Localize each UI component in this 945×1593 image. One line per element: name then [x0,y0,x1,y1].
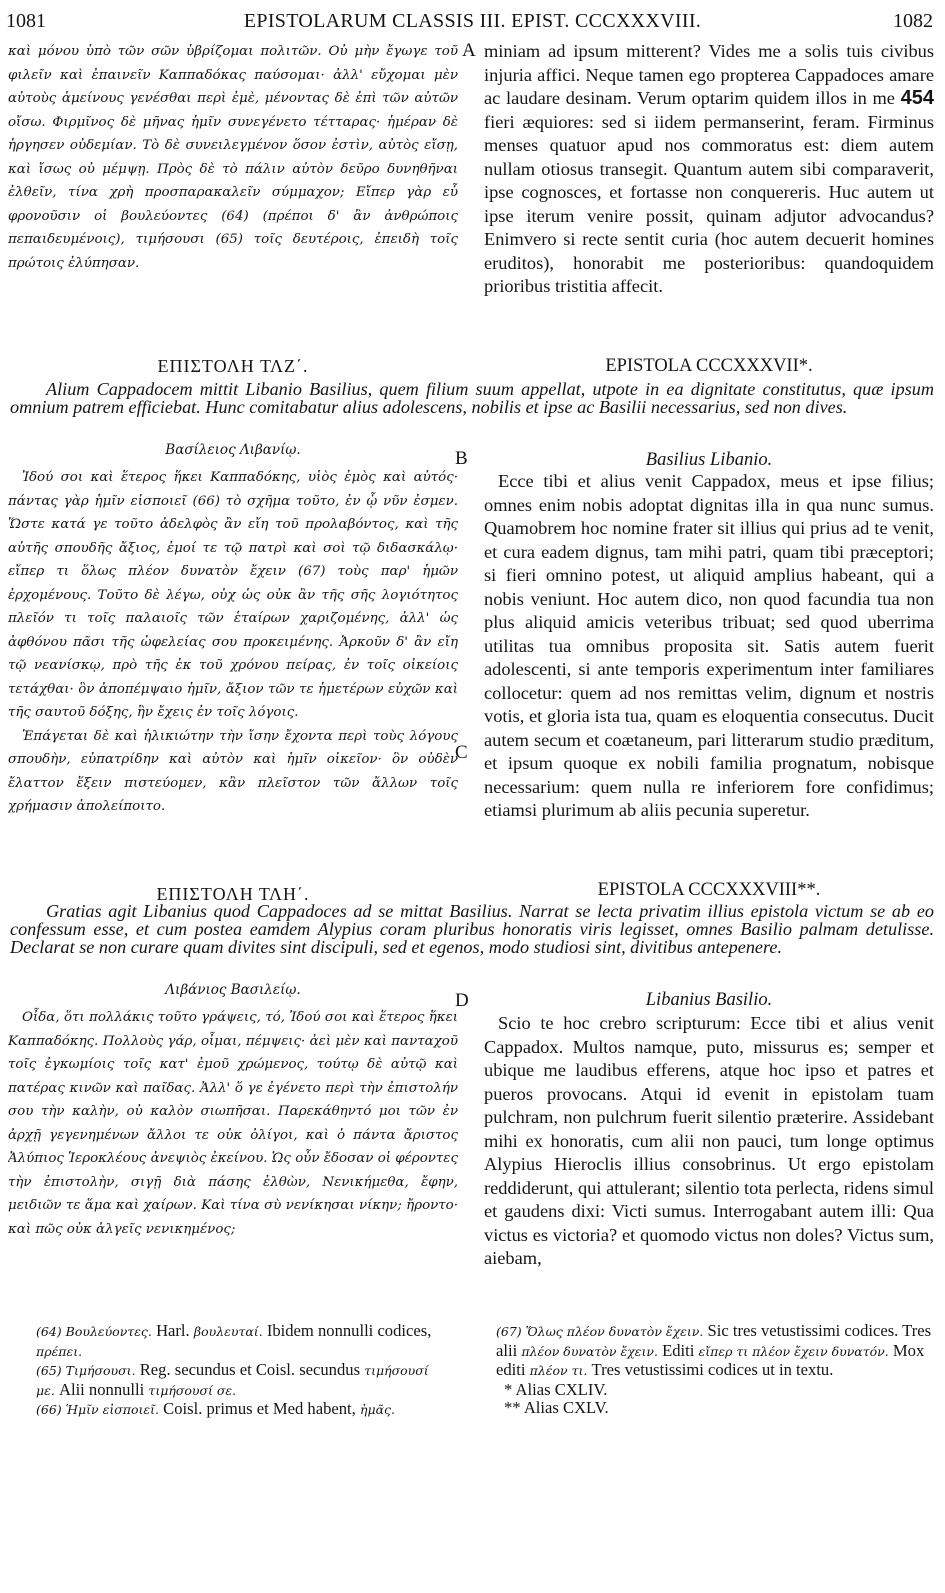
latin-paragraph: Ecce tibi et alius venit Cappadox, meus et ipse filius; omnes enim nobis adoptat dignitas illa in qua nunc sumus. Quamobrem hoc nomine frater sit illius qui prius ad te venit, et cura eadem dignus, tam mihi patri, quam tibi præceptori; si fieri omnino potest, ut aliquid amplius habeant, qui a nobis veniunt. Hoc autem dico, non quod facundia tua non plus aliquid amicis veteribus tribuat; sed quod uberrima utilitas tua omnibus proposita sit. Satis autem fuerit adolescenti, si ante temporis experimentum inter familiares collocetur: quem ad nos remittas velim, dignum et nostris votis, et gloria ista tua, quam es eloquentia consecutus. Ducit autem secum et coætaneum, pari litterarum studio præditum, et ipsum quoque ex nobili familia prognatum, nobisque necessarium: quem nulla re inferiorem fore confidimus; etiamsi plurimum ab aliis pecunia superetur. [484,471,934,820]
latin-text-part: miniam ad ipsum mitterent? Vides me a solis tuis civibus injuria affici. Neque tamen ego propterea Cappadoces amare ac laudare desinam. Verum optarim quidem illos in me [484,41,934,108]
latin-text-continuation [484,40,934,350]
page-number-left: 1081 [6,10,46,32]
footnote-alias: ** Alias CXLV. [504,1398,609,1417]
margin-mark-a: A [462,40,476,61]
greek-salutation: Λιβάνιος Βασιλείῳ. [165,982,301,998]
footnote: (66) Ἡμῖν εἰσποιεῖ. Coisl. primus et Med habent, ἡμᾶς. [36,1399,395,1418]
greek-letter-body [8,1006,458,1308]
page-marker: 454 [900,87,934,109]
running-header [0,10,945,36]
letter-argument [10,380,934,438]
latin-salutation: Basilius Libanio. [645,450,773,470]
latin-text-part: fieri æquiores: sed si iidem permanserint, feram. Firminus menses quatuor apud nos commoratus est: diem autem nullam otiosus transegit. Quantum autem sibi comparaverit, ipse cognosces, et fortasse non conquereris. Huc autem ut ipse iterum venire possit, quinam adjutor advocandus? Enimvero si recte sentit curia (hoc autem decuerit homines eruditos), honorabit me posterioribus: quandoquidem prioribus tristitia affecit. [484,111,934,296]
letter-argument [10,902,934,978]
greek-letter-body [8,466,458,866]
latin-letter-title: EPISTOLA CCCXXXVII*. [605,356,813,376]
latin-salutation: Libanius Basilio. [645,990,773,1010]
greek-paragraph: καὶ μόνου ὑπὸ τῶν σῶν ὑβρίζομαι πολιτῶν. Οὐ μὴν ἔγωγε τοῦ φιλεῖν καὶ ἐπαινεῖν Καππαδόκας παύσομαι· ἀλλ' εὔχομαι μὲν αὐτοὺς ἀμείνους γενέσθαι περὶ ἐμὲ, μένοντας δὲ ἐπὶ τῶν αὐτῶν οἴσω. Φιρμῖνος δὲ μῆνας ἡμῖν συνεγένετο τέτταρας· ἡμέραν δὲ ἠργησεν οὐδεμίαν. Τὸ δὲ συνειλεγμένον ὅσον ἐστὶν, αὐτὸς εἴσῃ, καὶ ἴσως οὐ μέμψῃ. Πρὸς δὲ τὸ πάλιν αὐτὸν δεῦρο δυνηθῆναι ἐλθεῖν, τίνα χρὴ προσπαρακαλεῖν σύμμαχον; Εἴπερ γὰρ εὖ φρονοῦσιν οἱ βουλεύοντες (64) (πρέποι δ' ἂν ἀνθρώποις πεπαιδευμένοις), τιμήσουσι (65) τοῖς δευτέροις, ἐπειδὴ τοῖς πρώτοις ἐλύπησαν. [8,44,458,271]
argument-text: Alium Cappadocem mittit Libanio Basilius, quem filium suum appellat, utpote in ea dignitate constitutus, quæ ipsum omnium patrem efficiebat. Hunc comitabatur alius adolescens, nobilis et ipse ac Basilii necessarius, sed non dives. [10,379,934,417]
footnote: (65) Τιμήσουσι. Reg. secundus et Coisl. secundus τιμήσουσί με. Alii nonnulli τιμήσουσί σε. [36,1360,429,1399]
page-number-right: 1082 [893,10,933,32]
footnote: (64) Βουλεύοντες. Harl. βουλευταί. Ibidem nonnulli codices, πρέπει. [36,1321,432,1359]
greek-paragraph: Οἶδα, ὅτι πολλάκις τοῦτο γράψεις, τό, Ἰδού σοι καὶ ἕτερος ἥκει Καππαδόκης. Πολλοὺς γάρ, οἶμαι, πέμψεις· ἀεὶ μὲν καὶ πανταχοῦ τοῖς ἐγκωμίοις τοῖς κατ' ἐμοῦ χρώμενος, τούτῳ δὲ αὐτῷ καὶ πατέρας κινῶν καὶ παῖδας. Ἀλλ' ὅ γε ἐγένετο περὶ τὴν ἐπιστολήν σου τὴν καλὴν, οὐ καλὸν σιωπῆσαι. Παρεκάθηντό μοι τῶν ἐν ἀρχῇ γεγενημένων ἄλλοι τε οὐκ ὀλίγοι, καὶ ὁ πάντα ἄριστος Ἀλύπιος Ἱεροκλέους ἀνεψιὸς ἐκείνου. Ὡς οὖν ἔδοσαν οἱ φέροντες τὴν ἐπιστολὴν, σιγῇ διὰ πάσης ἐλθὼν, Νενικήμεθα, ἔφην, μειδιῶν τε ἅμα καὶ χαίρων. Καὶ τίνα σὺ νενίκησαι νίκην; ἤροντο· καὶ πῶς οὐκ ἀλγεῖς νενικημένος; [8,1010,458,1237]
greek-paragraph: Ἐπάγεται δὲ καὶ ἡλικιώτην τὴν ἴσην ἔχοντα περὶ τοὺς λόγους σπουδὴν, εὐπατρίδην καὶ αὐτὸν καὶ ἡμῖν οἰκεῖον· ὃν οὐδὲν ἔλαττον ἕξειν πιστεύομεν, κἂν πλεῖστον τῶν ἄλλων τοῖς χρήμασιν ἀπολείποιτο. [8,728,458,814]
argument-text: Gratias agit Libanius quod Cappadoces ad se mittat Basilius. Narrat se lecta privatim illius epistola victum se ab eo confessum esse, et cum postea eamdem Alypius coram pluribus honoratis viris legisset, omnes Basilio palmam detulisse. Declarat se non curare quam divites sint discipuli, sed et egenos, modo studiosi sint, divitibus antepenere. [10,901,934,957]
latin-paragraph [484,40,934,299]
greek-text-continuation [8,40,458,330]
margin-mark-c: C [455,742,468,763]
latin-paragraph: Scio te hoc crebro scripturum: Ecce tibi et alius venit Cappadox. Multos namque, puto, missurus es; semper et ubique me laudibus efferens, atque hoc ipso et patres et pueros provocans. Atqui id evenit in epistolam tuam pulchram, non pulchrum fuerit silentio præterire. Assidebant mihi ex honoratis, cum alii non pauci, tum longe optimus Alypius Hieroclis illius consobrinus. Ut ergo epistolam reddiderunt, qui attulerant; silentio tota perlecta, ridens simul et gaudens dixi: Victi sumus. Interrogabant autem illi: Qua victus es victoria? et quomodo victus non doles? Victus sum, aiebam, [484,1013,934,1268]
latin-letter-body [484,470,934,882]
footnote-alias: * Alias CXLIV. [504,1379,608,1399]
margin-mark-d: D [455,990,469,1011]
footnotes-left [36,1322,440,1420]
greek-salutation: Βασίλειος Λιβανίῳ. [165,442,301,458]
latin-letter-title: EPISTOLA CCCXXXVIII**. [597,880,821,900]
greek-letter-title: ΕΠΙΣΤΟΛΗ ΤΛΗ΄. [156,884,310,904]
footnote: (67) Ὅλως πλέον δυνατὸν ἔχειν. Sic tres vetustissimi codices. Tres alii πλέον δυνατὸν ἔχειν. Editi εἴπερ τι πλέον ἔχειν δυνατόν. Mox editi πλέον τι. Tres vetustissimi codices ut in textu. [496,1321,932,1379]
greek-paragraph: Ἰδού σοι καὶ ἕτερος ἥκει Καππαδόκης, υἱὸς ἐμὸς καὶ αὐτός· πάντας γὰρ ἡμῖν εἰσποιεῖ (66) τὸ σχῆμα τοῦτο, ἐν ᾧ νῦν ἐσμεν. Ὥστε κατά γε τοῦτο ἀδελφὸς ἂν εἴη τοῦ προλαβόντος, καὶ τῆς αὐτῆς σπουδῆς ἄξιος, ἐμοί τε τῷ πατρὶ καὶ σοὶ τῷ διδασκάλῳ· εἴπερ τι ὅλως πλέον δυνατὸν ἔχειν (67) τοὺς παρ' ἡμῶν ἐρχομένους. Τοῦτο δὲ λέγω, οὐχ ὡς οὐκ ἂν τῆς σῆς λογιότητος πλεῖόν τι τοῖς παλαιοῖς τῶν ἑταίρων χαριζομένης, ἀλλ' ὡς ἀφθόνου πᾶσι τῆς ὠφελείας σου προκειμένης. Ἀρκοῦν δ' ἂν εἴη τῷ νεανίσκῳ, πρὸ τῆς ἐκ τοῦ χρόνου πείρας, ἐν τοῖς οἰκείοις τετάχθαι· ὃν ἀποπέμψαιο ἡμῖν, ἄξιον τῶν τε ἡμετέρων εὐχῶν καὶ τῆς σαυτοῦ δόξης, ἣν ἔχεις ἐν τοῖς λόγοις. [8,470,458,720]
greek-letter-title: ΕΠΙΣΤΟΛΗ ΤΛΖ΄. [157,356,309,376]
latin-letter-body [484,1012,934,1308]
running-title: EPISTOLARUM CLASSIS III. EPIST. CCCXXXVIII. [243,10,702,32]
margin-mark-b: B [455,448,468,469]
footnotes-right [496,1322,932,1418]
